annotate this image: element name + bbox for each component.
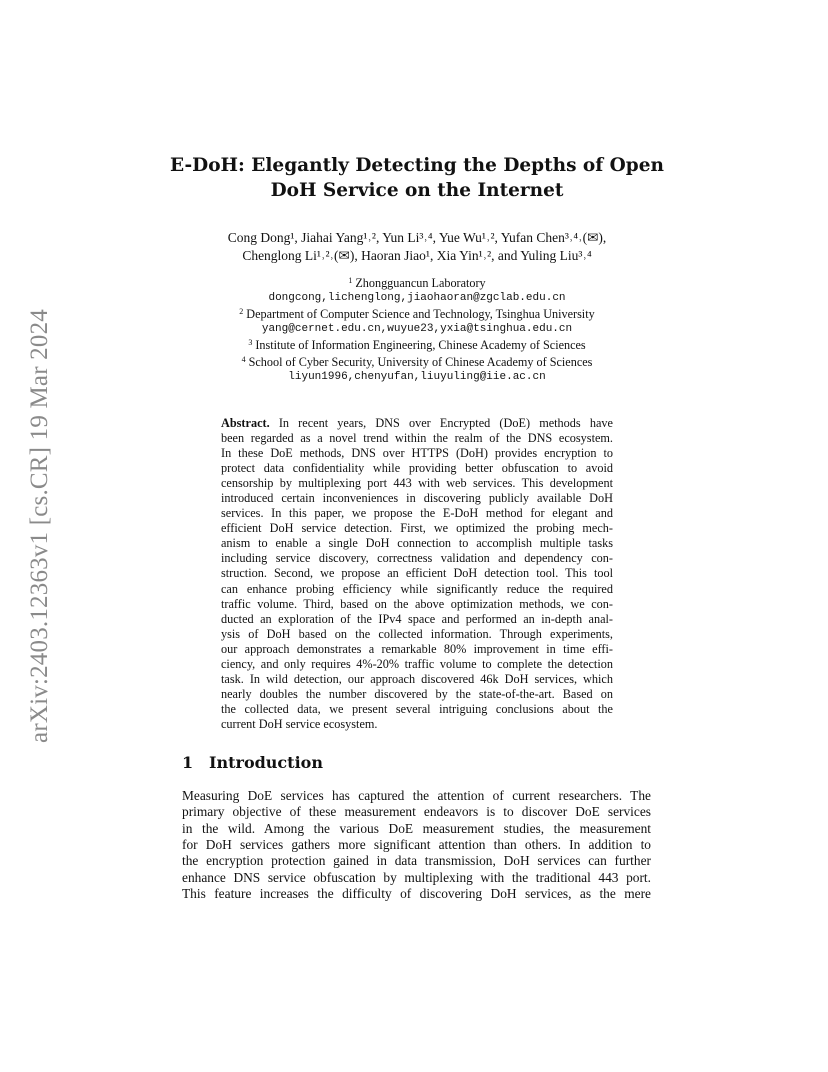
abstract-line: the collected data, we present several intriguing conclusions about the <box>221 701 613 716</box>
abstract-line: including service discovery, correctness validation and dependency con- <box>221 551 613 566</box>
abstract-line: In these DoE methods, DNS over HTTPS (DoH) provides encryption to <box>221 446 613 461</box>
affiliation-4 <box>150 353 684 370</box>
introduction-paragraph <box>182 788 651 902</box>
section-title: Introduction <box>209 753 323 772</box>
section-heading <box>182 753 323 772</box>
section-number: 1 <box>182 753 194 772</box>
authors-line-1: Cong Dong¹, Jiahai Yang¹˒², Yun Li³˒⁴, Yue Wu¹˒², Yufan Chen³˒⁴˒(✉), <box>227 230 607 245</box>
authors-line-2: Chenglong Li¹˒²˒(✉), Haoran Jiao¹, Xia Yin¹˒², and Yuling Liu³˒⁴ <box>242 248 592 263</box>
intro-line: for DoH services gathers more significant attention than others. In addition to <box>182 837 651 853</box>
abstract-line: ducted an exploration of the IPv4 space and performed an in-depth anal- <box>221 611 613 626</box>
affiliation-2 <box>150 305 684 322</box>
abstract-line: efficient DoH service detection. First, we optimized the probing mech- <box>221 521 613 536</box>
abstract-line: been regarded as a novel trend within the realm of the DNS ecosystem. <box>221 431 613 446</box>
intro-line: the encryption protection gained in data transmission, DoH services can further <box>182 853 651 869</box>
title-line-2: DoH Service on the Internet <box>270 180 564 201</box>
paper-title <box>150 153 684 203</box>
affiliation-4-email: liyun1996,chenyufan,liuyuling@iie.ac.cn <box>288 370 546 383</box>
abstract-line: services. In this paper, we propose the E-DoH method for elegant and <box>221 506 613 521</box>
affiliation-3-name: Institute of Information Engineering, Chinese Academy of Sciences <box>255 338 586 353</box>
abstract-line: our approach demonstrates a remarkable 80% improvement in time effi- <box>221 641 613 656</box>
intro-line: Measuring DoE services has captured the attention of current researchers. The <box>182 788 651 803</box>
abstract-line: ysis of DoH based on the collected information. Through experiments, <box>221 626 613 641</box>
abstract-line: protect data confidentiality while providing better obfuscation to avoid <box>221 461 613 476</box>
abstract-line: traffic volume. Third, based on the above optimization methods, we con- <box>221 596 613 611</box>
affiliation-1 <box>150 274 684 291</box>
affiliation-2-email: yang@cernet.edu.cn,wuyue23,yxia@tsinghua.edu.cn <box>261 322 573 335</box>
intro-line: in the wild. Among the various DoE measurement studies, the measurement <box>182 820 651 836</box>
abstract-line: current DoH service ecosystem. <box>221 716 378 731</box>
abstract-line: struction. Second, we propose an efficient DoH detection tool. This tool <box>221 566 613 581</box>
affiliation-4-mark: 4 <box>241 354 246 364</box>
abstract-line: introduced certain inconveniences in discovering publicly available DoH <box>221 491 613 506</box>
abstract-line: censorship by multiplexing port 443 with web services. This development <box>221 476 613 491</box>
affiliation-1-mark: 1 <box>348 276 353 285</box>
affiliation-1-name: Zhongguancun Laboratory <box>355 276 486 290</box>
affiliation-1-email: dongcong,lichenglong,jiaohaoran@zgclab.edu.cn <box>268 291 566 304</box>
affiliation-2-name: Department of Computer Science and Technology, Tsinghua University <box>246 307 595 322</box>
affiliation-2-mark: 2 <box>239 307 244 317</box>
abstract-label: Abstract. <box>221 416 270 430</box>
abstract-line: nearly doubles the number discovered by the state-of-the-art. Based on <box>221 686 613 701</box>
affiliations <box>150 274 684 384</box>
intro-line: primary objective of these measurement endeavors is to discover DoE services <box>182 804 651 820</box>
abstract-line: anism to enable a single DoH connection to accomplish multiple tasks <box>221 536 613 551</box>
intro-line: This feature increases the difficulty of discovering DoH services, as the mere <box>182 886 651 902</box>
abstract-line <box>221 416 613 431</box>
abstract-line: ciency, and only requires 4%-20% traffic volume to complete the detection <box>221 656 613 671</box>
abstract-line-text: In recent years, DNS over Encrypted (DoE) methods have <box>269 416 613 430</box>
affiliation-3-mark: 3 <box>248 338 253 348</box>
title-line-1: E-DoH: Elegantly Detecting the Depths of Open <box>170 155 664 176</box>
arxiv-identifier: arXiv:2403.12363v1 [cs.CR] 19 Mar 2024 <box>26 309 53 743</box>
abstract-block <box>221 416 613 732</box>
affiliation-3 <box>150 336 684 353</box>
author-list <box>150 229 684 265</box>
abstract-line: task. In wild detection, our approach discovered 46k DoH services, which <box>221 671 613 686</box>
abstract-line: can enhance probing efficiency while significantly reduce the required <box>221 581 613 596</box>
affiliation-4-name: School of Cyber Security, University of Chinese Academy of Sciences <box>248 354 593 369</box>
intro-line: enhance DNS service obfuscation by multiplexing with the traditional 443 port. <box>182 869 651 885</box>
